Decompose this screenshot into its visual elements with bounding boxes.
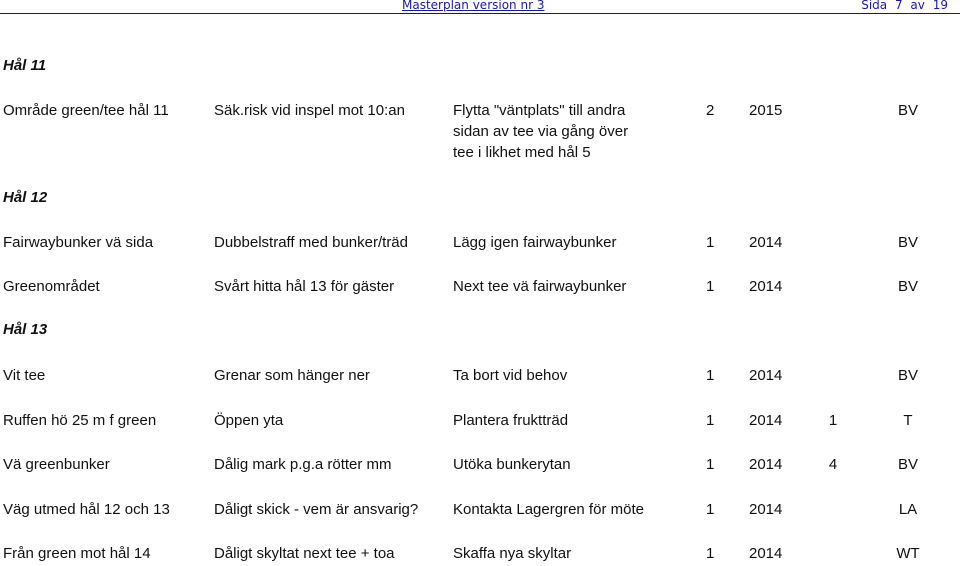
cell-area: Greenområdet [3, 278, 100, 295]
page-header [0, 0, 960, 14]
cell-year: 2014 [749, 545, 783, 562]
cell-area: Vit tee [3, 367, 46, 384]
cell-area: Från green mot hål 14 [3, 545, 151, 562]
cell-responsible: BV [897, 367, 918, 384]
cell-priority: 1 [706, 545, 715, 562]
cell-extra: 1 [828, 412, 838, 429]
cell-priority: 2 [706, 102, 715, 119]
cell-year: 2014 [749, 412, 783, 429]
cell-area: Ruffen hö 25 m f green [3, 412, 157, 429]
cell-problem: Dåligt skick - vem är ansvarig? [214, 501, 419, 518]
cell-problem: Öppen yta [214, 412, 284, 429]
cell-area: Område green/tee hål 11 [3, 102, 169, 119]
cell-action: Skaffa nya skyltar [453, 545, 572, 562]
cell-responsible: T [903, 412, 913, 429]
page-word: Sida [861, 0, 888, 12]
page-sep: av [910, 0, 925, 12]
cell-extra: 4 [828, 456, 838, 473]
cell-priority: 1 [706, 412, 715, 429]
cell-priority: 1 [706, 367, 715, 384]
cell-area: Fairwaybunker vä sida [3, 234, 154, 251]
cell-problem: Säk.risk vid inspel mot 10:an [214, 102, 405, 119]
cell-priority: 1 [706, 278, 715, 295]
cell-year: 2014 [749, 278, 783, 295]
cell-year: 2014 [749, 367, 783, 384]
page-indicator [861, 0, 948, 12]
cell-problem: Dåligt skyltat next tee + toa [214, 545, 395, 562]
cell-action: Flytta "väntplats" till andra sidan av tee via gång över tee i likhet med hål 5 [453, 102, 629, 161]
cell-responsible: BV [897, 234, 918, 251]
cell-year: 2014 [749, 234, 783, 251]
section-title-hal-11: Hål 11 [3, 57, 47, 74]
cell-priority: 1 [706, 456, 715, 473]
cell-year: 2014 [749, 501, 783, 518]
header-divider [0, 13, 960, 14]
cell-action: Lägg igen fairwaybunker [453, 234, 617, 251]
cell-responsible: WT [896, 545, 920, 562]
cell-area: Väg utmed hål 12 och 13 [3, 501, 170, 518]
cell-responsible: BV [897, 102, 918, 119]
cell-action: Next tee vä fairwaybunker [453, 278, 627, 295]
page-total: 19 [932, 0, 948, 12]
section-title-hal-13: Hål 13 [3, 321, 48, 338]
cell-problem: Svårt hitta hål 13 för gäster [214, 278, 395, 295]
section-title-hal-12: Hål 12 [3, 189, 48, 206]
cell-action: Utöka bunkerytan [453, 456, 571, 473]
cell-year: 2014 [749, 456, 783, 473]
page-current: 7 [894, 0, 903, 12]
cell-action: Kontakta Lagergren för möte [453, 501, 644, 518]
cell-problem: Dubbelstraff med bunker/träd [214, 234, 408, 251]
cell-problem: Dålig mark p.g.a rötter mm [214, 456, 392, 473]
cell-responsible: BV [897, 278, 918, 295]
cell-action: Ta bort vid behov [453, 367, 568, 384]
cell-priority: 1 [706, 501, 715, 518]
cell-responsible: BV [897, 456, 918, 473]
cell-area: Vä greenbunker [3, 456, 110, 473]
document-title-link[interactable]: Masterplan version nr 3 [402, 0, 545, 12]
cell-year: 2015 [749, 102, 783, 119]
cell-priority: 1 [706, 234, 715, 251]
cell-responsible: LA [898, 501, 918, 518]
cell-action: Plantera fruktträd [453, 412, 569, 429]
cell-problem: Grenar som hänger ner [214, 367, 370, 384]
